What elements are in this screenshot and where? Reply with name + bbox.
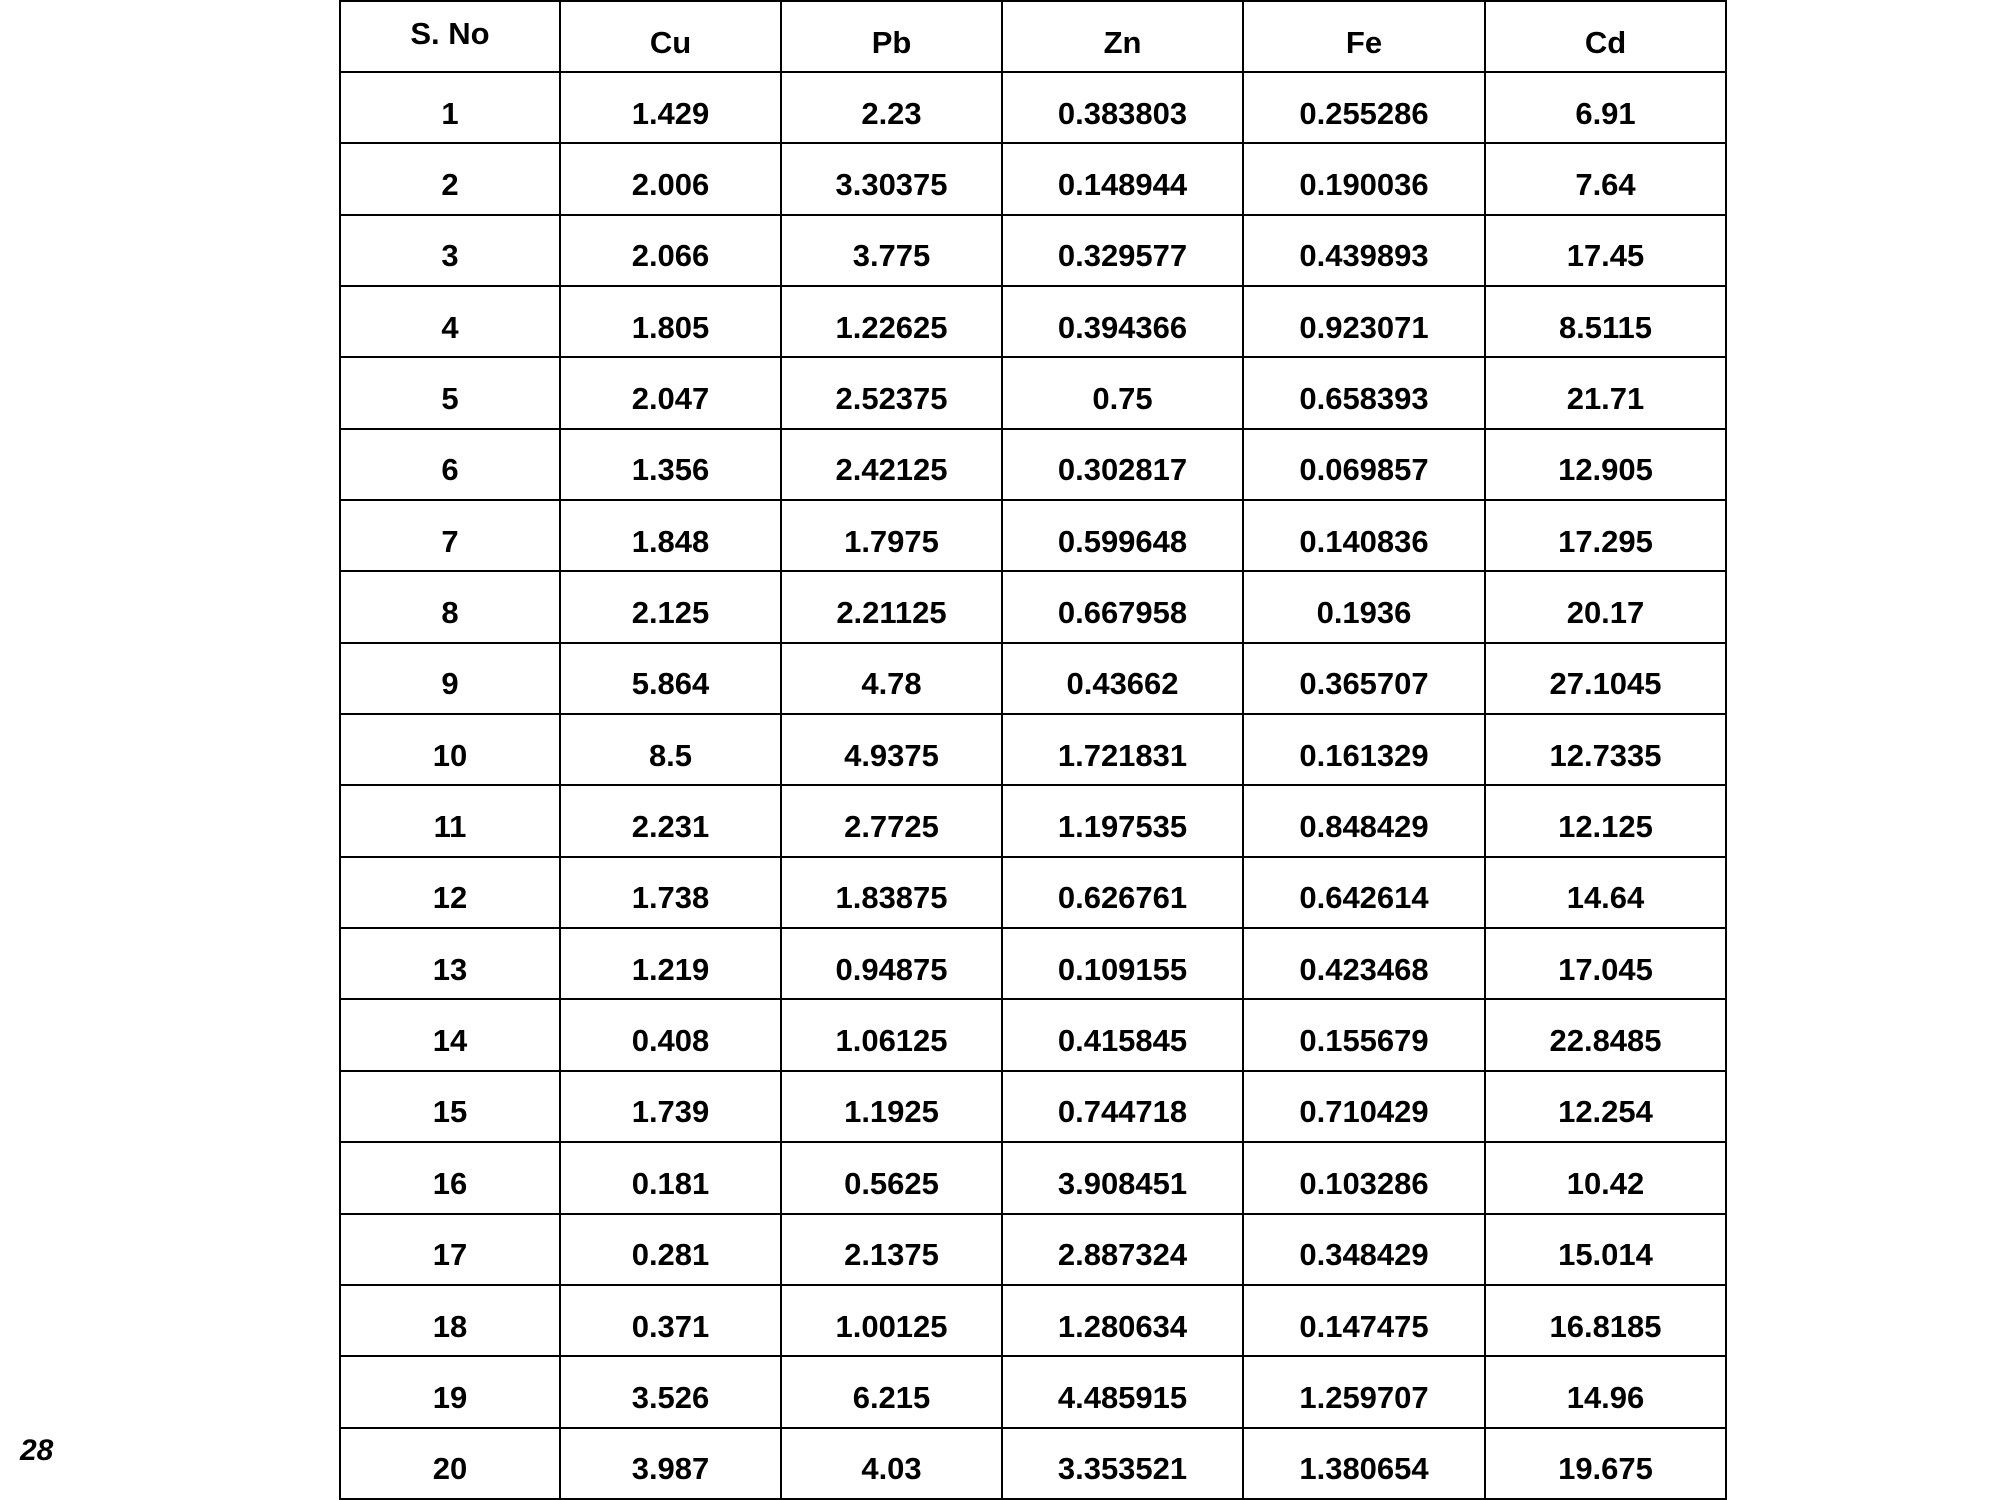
table-cell: 20 (340, 1428, 560, 1499)
table-cell: 0.658393 (1243, 357, 1485, 428)
table-cell: 0.140836 (1243, 500, 1485, 571)
table-cell: 2.42125 (781, 429, 1002, 500)
table-cell: 3.30375 (781, 143, 1002, 214)
table-cell: 0.147475 (1243, 1285, 1485, 1356)
table-row (340, 143, 1726, 214)
table-cell: 13 (340, 928, 560, 999)
table-cell: 0.667958 (1002, 571, 1243, 642)
table-cell: 0.923071 (1243, 286, 1485, 357)
column-header: S. No (340, 1, 560, 72)
table-cell: 2.1375 (781, 1214, 1002, 1285)
table-cell: 1.1925 (781, 1071, 1002, 1142)
table-cell: 0.599648 (1002, 500, 1243, 571)
table-cell: 2.066 (560, 215, 781, 286)
table-cell: 2.52375 (781, 357, 1002, 428)
table-cell: 6.215 (781, 1356, 1002, 1427)
table-cell: 2.887324 (1002, 1214, 1243, 1285)
table-cell: 0.365707 (1243, 643, 1485, 714)
data-table (339, 0, 1727, 1500)
table-row (340, 643, 1726, 714)
table-cell: 0.75 (1002, 357, 1243, 428)
table-cell: 17.045 (1485, 928, 1726, 999)
table-cell: 0.415845 (1002, 999, 1243, 1070)
table-cell: 0.439893 (1243, 215, 1485, 286)
table-row (340, 1142, 1726, 1213)
table-cell: 14.64 (1485, 857, 1726, 928)
table-cell: 0.94875 (781, 928, 1002, 999)
table-cell: 15 (340, 1071, 560, 1142)
table-cell: 11 (340, 785, 560, 856)
table-cell: 12.125 (1485, 785, 1726, 856)
table-cell: 0.148944 (1002, 143, 1243, 214)
table-cell: 0.383803 (1002, 72, 1243, 143)
table-row (340, 1285, 1726, 1356)
table-cell: 5 (340, 357, 560, 428)
table-row (340, 1428, 1726, 1499)
table-cell: 21.71 (1485, 357, 1726, 428)
table-row (340, 500, 1726, 571)
table-cell: 0.5625 (781, 1142, 1002, 1213)
table-cell: 3 (340, 215, 560, 286)
table-cell: 3.987 (560, 1428, 781, 1499)
table-row (340, 571, 1726, 642)
table-cell: 18 (340, 1285, 560, 1356)
table-cell: 1.280634 (1002, 1285, 1243, 1356)
table-cell: 4.485915 (1002, 1356, 1243, 1427)
table-cell: 17.295 (1485, 500, 1726, 571)
table-cell: 17 (340, 1214, 560, 1285)
table-row (340, 357, 1726, 428)
table-cell: 1.356 (560, 429, 781, 500)
table-row (340, 1214, 1726, 1285)
table-cell: 9 (340, 643, 560, 714)
table-cell: 8 (340, 571, 560, 642)
column-header: Zn (1002, 1, 1243, 72)
table-cell: 6.91 (1485, 72, 1726, 143)
table-row (340, 1356, 1726, 1427)
table-cell: 8.5115 (1485, 286, 1726, 357)
table-cell: 14 (340, 999, 560, 1070)
table-cell: 0.069857 (1243, 429, 1485, 500)
table-cell: 0.155679 (1243, 999, 1485, 1070)
table-cell: 15.014 (1485, 1214, 1726, 1285)
table-cell: 1.429 (560, 72, 781, 143)
table-cell: 0.744718 (1002, 1071, 1243, 1142)
table-cell: 4.78 (781, 643, 1002, 714)
table-cell: 2.006 (560, 143, 781, 214)
table-cell: 0.281 (560, 1214, 781, 1285)
table-cell: 10.42 (1485, 1142, 1726, 1213)
table-cell: 1.380654 (1243, 1428, 1485, 1499)
table-cell: 12 (340, 857, 560, 928)
table-cell: 1.7975 (781, 500, 1002, 571)
table-cell: 2 (340, 143, 560, 214)
table-cell: 0.710429 (1243, 1071, 1485, 1142)
table-cell: 0.329577 (1002, 215, 1243, 286)
table-cell: 1.259707 (1243, 1356, 1485, 1427)
table-cell: 16.8185 (1485, 1285, 1726, 1356)
table-row (340, 72, 1726, 143)
table-row (340, 785, 1726, 856)
table-header (340, 1, 1726, 72)
table-cell: 22.8485 (1485, 999, 1726, 1070)
table-cell: 0.1936 (1243, 571, 1485, 642)
table-cell: 0.103286 (1243, 1142, 1485, 1213)
table-cell: 1.22625 (781, 286, 1002, 357)
table-cell: 0.423468 (1243, 928, 1485, 999)
table-cell: 3.908451 (1002, 1142, 1243, 1213)
table-cell: 12.7335 (1485, 714, 1726, 785)
table-cell: 12.254 (1485, 1071, 1726, 1142)
table-cell: 27.1045 (1485, 643, 1726, 714)
table-cell: 12.905 (1485, 429, 1726, 500)
table-cell: 1.83875 (781, 857, 1002, 928)
table-cell: 4.03 (781, 1428, 1002, 1499)
table-cell: 0.408 (560, 999, 781, 1070)
table-row (340, 999, 1726, 1070)
table-cell: 3.353521 (1002, 1428, 1243, 1499)
table-cell: 0.255286 (1243, 72, 1485, 143)
table-cell: 4.9375 (781, 714, 1002, 785)
table-cell: 0.109155 (1002, 928, 1243, 999)
table-cell: 0.371 (560, 1285, 781, 1356)
column-header: Fe (1243, 1, 1485, 72)
table-cell: 19 (340, 1356, 560, 1427)
table-cell: 8.5 (560, 714, 781, 785)
table-cell: 0.181 (560, 1142, 781, 1213)
table-cell: 17.45 (1485, 215, 1726, 286)
table-cell: 2.047 (560, 357, 781, 428)
table-cell: 1.848 (560, 500, 781, 571)
table-row (340, 215, 1726, 286)
table-cell: 2.7725 (781, 785, 1002, 856)
page-number: 28 (20, 1434, 54, 1467)
column-header: Cu (560, 1, 781, 72)
table-row (340, 714, 1726, 785)
table-row (340, 928, 1726, 999)
table-cell: 0.642614 (1243, 857, 1485, 928)
table-cell: 1.738 (560, 857, 781, 928)
table-row (340, 429, 1726, 500)
table-cell: 0.190036 (1243, 143, 1485, 214)
table-cell: 1.197535 (1002, 785, 1243, 856)
table-cell: 3.775 (781, 215, 1002, 286)
table-cell: 16 (340, 1142, 560, 1213)
table-cell: 0.302817 (1002, 429, 1243, 500)
table-cell: 1.00125 (781, 1285, 1002, 1356)
table-cell: 14.96 (1485, 1356, 1726, 1427)
table-cell: 4 (340, 286, 560, 357)
table-cell: 1.721831 (1002, 714, 1243, 785)
table-cell: 10 (340, 714, 560, 785)
column-header: Pb (781, 1, 1002, 72)
column-header: Cd (1485, 1, 1726, 72)
table-cell: 1.06125 (781, 999, 1002, 1070)
table-cell: 0.626761 (1002, 857, 1243, 928)
header-row (340, 1, 1726, 72)
table-cell: 1.219 (560, 928, 781, 999)
table-cell: 20.17 (1485, 571, 1726, 642)
table-cell: 5.864 (560, 643, 781, 714)
table-cell: 2.23 (781, 72, 1002, 143)
table-cell: 3.526 (560, 1356, 781, 1427)
table-cell: 7 (340, 500, 560, 571)
table-cell: 6 (340, 429, 560, 500)
table-row (340, 1071, 1726, 1142)
table-row (340, 286, 1726, 357)
table-cell: 1.739 (560, 1071, 781, 1142)
table-cell: 0.348429 (1243, 1214, 1485, 1285)
table-cell: 2.21125 (781, 571, 1002, 642)
table-cell: 0.43662 (1002, 643, 1243, 714)
table-cell: 1 (340, 72, 560, 143)
table-cell: 7.64 (1485, 143, 1726, 214)
table-cell: 2.125 (560, 571, 781, 642)
table-cell: 19.675 (1485, 1428, 1726, 1499)
table-cell: 2.231 (560, 785, 781, 856)
table-body (340, 72, 1726, 1499)
table-row (340, 857, 1726, 928)
table-cell: 0.161329 (1243, 714, 1485, 785)
table-cell: 0.394366 (1002, 286, 1243, 357)
table-cell: 1.805 (560, 286, 781, 357)
table-cell: 0.848429 (1243, 785, 1485, 856)
